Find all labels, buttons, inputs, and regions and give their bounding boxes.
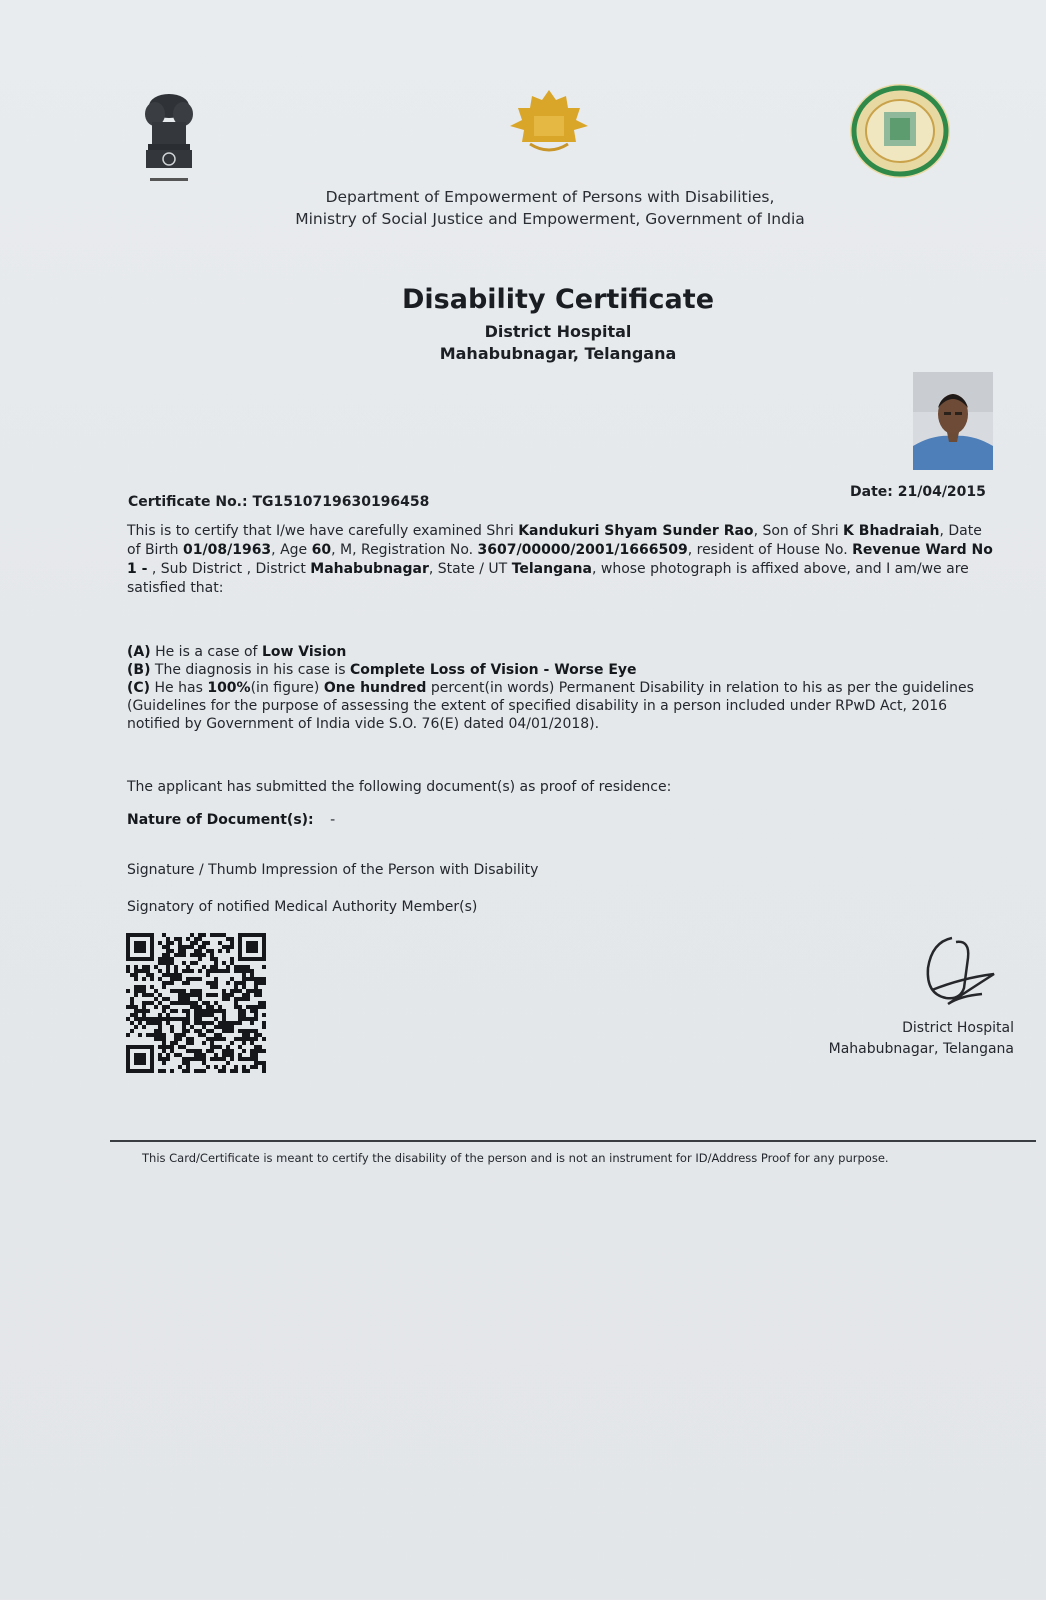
item-c-text: He has [150,680,208,696]
para-text: , State / UT [428,561,512,577]
disability-percent: 100% [207,680,251,696]
department-line-2: Ministry of Social Justice and Empowerment, Government of India [295,210,805,228]
hospital-name: District Hospital [484,322,632,341]
certificate-number-label: Certificate No.: [128,494,248,510]
date-value: 21/04/2015 [897,484,986,500]
authority-line-1: District Hospital [902,1020,1014,1036]
government-of-telangana-seal-icon [848,82,952,180]
house-number: Revenue Ward No 1 - [127,542,993,577]
qr-code [126,933,266,1073]
authority-line-2: Mahabubnagar, Telangana [828,1041,1014,1057]
para-text: , whose photograph is affixed above, and I am/we are satisfied that: [127,561,969,596]
diagnosis: Complete Loss of Vision - Worse Eye [350,662,637,678]
item-a-label: (A) [127,644,151,660]
disability-type: Low Vision [261,644,347,660]
para-text: , resident of House No. [687,542,853,558]
nature-label: Nature of Document(s): [127,812,314,828]
registration-number: 3607/00000/2001/1666509 [477,542,688,558]
telangana-emblem-icon [504,86,594,158]
certification-paragraph [127,522,999,598]
item-c [127,679,999,733]
certificate-date [850,484,986,500]
date-label: Date: [850,484,893,500]
item-b-text: The diagnosis in his case is [150,662,351,678]
national-emblem-icon [138,88,200,188]
certificate-number-value: TG1510719630196458 [252,494,430,510]
age: 60 [311,542,332,558]
para-text: , Age [271,542,312,558]
signatory-label: Signatory of notified Medical Authority Member(s) [127,899,478,915]
nature-value: - [330,812,336,828]
date-of-birth: 01/08/1963 [183,542,272,558]
state: Telangana [511,561,592,577]
applicant-photo [913,372,993,470]
certificate-title: Disability Certificate [401,284,715,315]
item-c-text: percent(in words) Permanent Disability in relation to his as per the guidelines (Guidelines for the purpose of assessing the extent of specified disability in a person included under RPwD Act, 2016 notified by Government of India vide S.O. 76(E) dated 04/01/2018). [127,680,974,732]
item-b [127,661,999,679]
para-text: , Son of Shri [753,523,844,539]
nature-of-documents [127,812,335,828]
disability-percent-words: One hundred [323,680,427,696]
father-name: K Bhadraiah [843,523,940,539]
hospital-location: Mahabubnagar, Telangana [439,344,677,363]
disability-details [127,643,999,733]
para-text: , Date of Birth [127,523,982,558]
item-c-text: (in figure) [250,680,324,696]
para-text: This is to certify that I/we have carefully examined Shri [127,523,519,539]
person-signature-label: Signature / Thumb Impression of the Person with Disability [127,862,539,878]
applicant-name: Kandukuri Shyam Sunder Rao [518,523,754,539]
residence-statement: The applicant has submitted the following document(s) as proof of residence: [127,779,672,795]
district: Mahabubnagar [310,561,429,577]
certificate-number [128,494,429,510]
department-heading [0,186,1046,230]
footer-note: This Card/Certificate is meant to certify the disability of the person and is not an instrument for ID/Address Proof for any purpose. [142,1151,889,1165]
authority-signature [912,928,1012,1028]
para-text: , M, Registration No. [331,542,478,558]
item-b-label: (B) [127,662,151,678]
department-line-1: Department of Empowerment of Persons with Disabilities, [325,188,775,206]
para-text: , Sub District , District [147,561,311,577]
item-c-label: (C) [127,680,151,696]
item-a-text: He is a case of [150,644,262,660]
item-a [127,643,999,661]
footer-divider [110,1140,1036,1142]
